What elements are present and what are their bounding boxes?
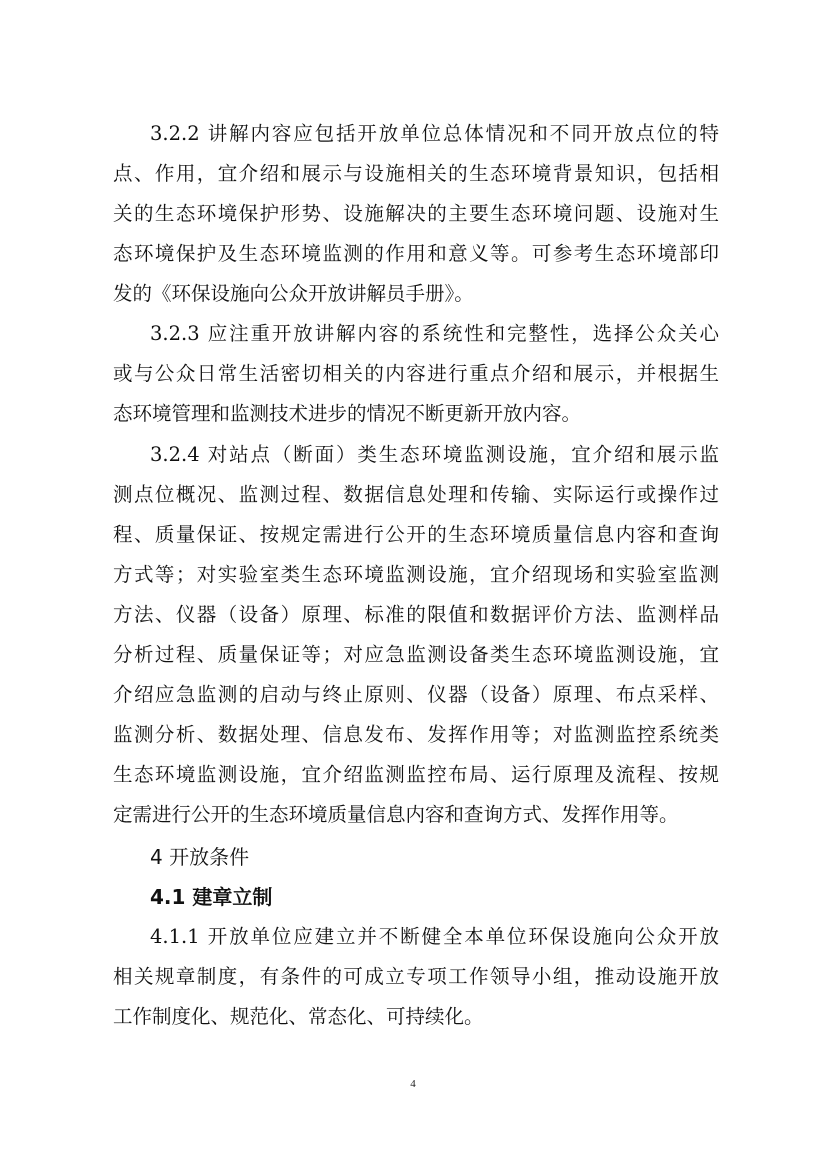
paragraph-4-1-1-line: 4.1.1 开放单位应建立并不断健全本单位环保设施向公众开放	[150, 925, 719, 948]
paragraph-3-2-2-line: 3.2.2 讲解内容应包括开放单位总体情况和不同开放点位的特	[150, 122, 719, 145]
paragraph-3-2-4-line: 定需进行公开的生态环境质量信息内容和查询方式、发挥作用等。	[113, 803, 679, 826]
paragraph-4-1-1-line: 工作制度化、规范化、常态化、可持续化。	[113, 1005, 484, 1028]
paragraph-3-2-4-line: 测点位概况、监测过程、数据信息处理和传输、实际运行或操作过	[113, 483, 719, 506]
paragraph-3-2-3-line: 3.2.3 应注重开放讲解内容的系统性和完整性，选择公众关心	[150, 322, 719, 345]
paragraph-3-2-2-line: 态环境保护及生态环境监测的作用和意义等。可参考生态环境部印	[113, 242, 719, 265]
paragraph-3-2-4-line: 程、质量保证、按规定需进行公开的生态环境质量信息内容和查询	[113, 523, 719, 546]
paragraph-3-2-2-line: 发的《环保设施向公众开放讲解员手册》。	[113, 282, 474, 305]
paragraph-3-2-2-line: 关的生态环境保护形势、设施解决的主要生态环境问题、设施对生	[113, 202, 719, 225]
section-heading-4-1: 4.1 建章立制	[150, 885, 273, 909]
paragraph-3-2-4-line: 方法、仪器（设备）原理、标准的限值和数据评价方法、监测样品	[113, 603, 719, 626]
paragraph-4-1-1-line: 相关规章制度，有条件的可成立专项工作领导小组，推动设施开放	[113, 965, 719, 988]
paragraph-3-2-4-line: 分析过程、质量保证等；对应急监测设备类生态环境监测设施，宜	[113, 643, 719, 666]
paragraph-3-2-4-line: 生态环境监测设施，宜介绍监测监控布局、运行原理及流程、按规	[113, 763, 719, 786]
paragraph-3-2-4-line: 介绍应急监测的启动与终止原则、仪器（设备）原理、布点采样、	[113, 683, 719, 706]
paragraph-3-2-2-line: 点、作用，宜介绍和展示与设施相关的生态环境背景知识，包括相	[113, 162, 719, 185]
section-heading-4: 4 开放条件	[150, 845, 250, 869]
paragraph-3-2-4-line: 监测分析、数据处理、信息发布、发挥作用等；对监测监控系统类	[113, 723, 719, 746]
paragraph-3-2-3-line: 态环境管理和监测技术进步的情况不断更新开放内容。	[113, 402, 582, 425]
page-number: 4	[410, 1078, 416, 1090]
paragraph-3-2-3-line: 或与公众日常生活密切相关的内容进行重点介绍和展示，并根据生	[113, 362, 719, 385]
paragraph-3-2-4-line: 3.2.4 对站点（断面）类生态环境监测设施，宜介绍和展示监	[150, 443, 719, 466]
paragraph-3-2-4-line: 方式等；对实验室类生态环境监测设施，宜介绍现场和实验室监测	[113, 563, 719, 586]
